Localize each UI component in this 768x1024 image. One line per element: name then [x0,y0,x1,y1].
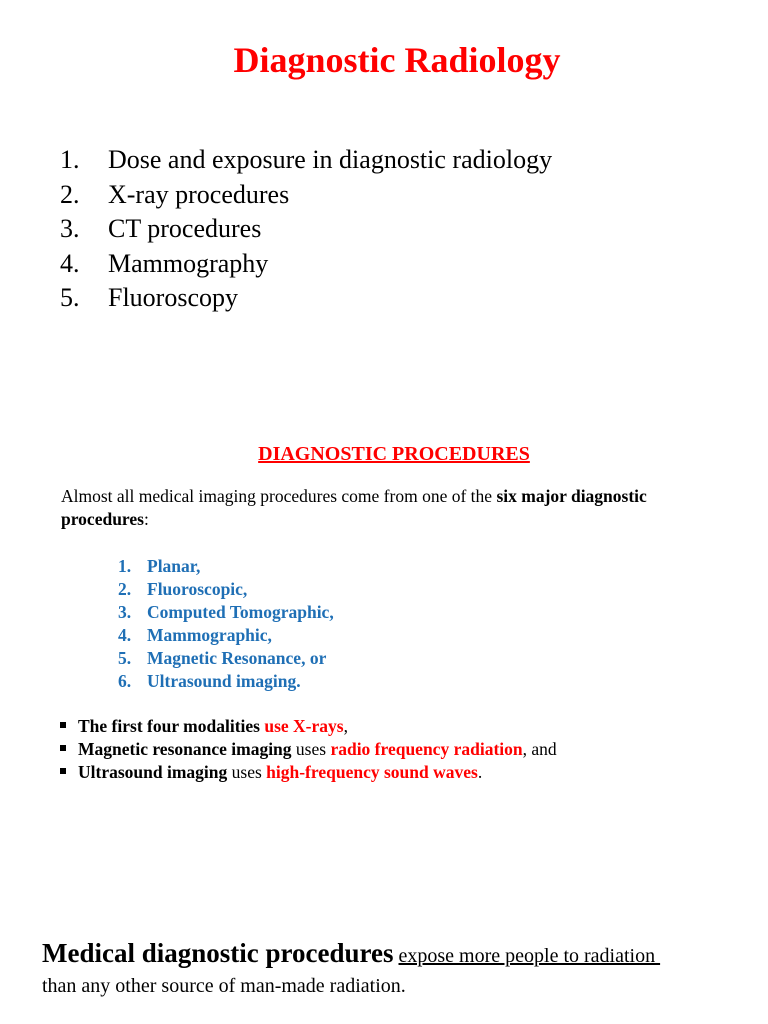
list-item [60,281,552,316]
list-text: Fluoroscopic, [147,579,248,599]
bullet-highlight: radio frequency radiation [330,739,523,759]
list-number: 2. [60,179,80,209]
list-item [118,624,334,647]
bullet-end: . [477,762,483,782]
closing-rest: than any other source of man-made radiation. [42,975,406,997]
list-text: Fluoroscopy [108,283,238,312]
bullet-text: uses [291,739,331,759]
list-number: 3. [60,214,80,243]
list-text: Planar, [147,556,201,576]
bullet-end: , and [522,739,557,759]
list-item [118,601,334,624]
list-text: Mammographic, [147,625,272,645]
list-text: CT procedures [108,214,262,243]
list-text: Ultrasound imaging. [147,671,301,691]
bullet-bold: The first four modalities [78,716,260,736]
section-heading: DIAGNOSTIC PROCEDURES [258,443,530,465]
list-number: 3. [118,602,132,622]
list-text: Computed Tomographic, [147,602,334,622]
bullet-bold: Ultrasound imaging [78,762,228,782]
list-number: 4. [118,625,132,645]
list-text: Magnetic Resonance, or [147,648,327,668]
square-bullet-icon [60,768,66,774]
list-number: 4. [60,248,80,278]
list-item [118,578,334,601]
modalities-bullets [60,715,557,784]
list-item [60,143,552,178]
intro-emphasis: six major diagnostic procedures [61,486,647,529]
list-item [118,555,334,578]
bullet-highlight: high-frequency sound waves [266,762,478,782]
list-text: Mammography [108,248,269,278]
intro-end: : [143,509,149,529]
list-item [60,247,552,282]
list-number: 1. [60,145,80,174]
page-title: Diagnostic Radiology [233,40,561,80]
intro-text: Almost all medical imaging procedures come from one of the [61,486,497,506]
bullet-bold: Magnetic resonance imaging [78,739,292,759]
bullet-end: , [343,716,348,736]
list-number: 6. [118,671,132,691]
bullet-item [60,738,557,761]
list-number: 5. [60,283,80,312]
list-item [60,212,552,247]
square-bullet-icon [60,722,66,728]
list-number: 2. [118,579,132,599]
list-number: 1. [118,556,132,576]
list-text: Dose and exposure in diagnostic radiology [108,145,553,174]
intro-paragraph [61,485,721,531]
topics-list [60,143,552,316]
procedures-list [118,555,334,693]
list-number: 5. [118,648,132,668]
bullet-item [60,715,557,738]
closing-statement [42,938,742,1001]
list-item [118,670,334,693]
closing-bold: Medical diagnostic procedures [42,938,394,968]
closing-underlined: expose more people to radiation [398,945,661,967]
list-text: X-ray procedures [108,179,290,209]
list-item [60,178,552,213]
bullet-highlight: use X-rays [264,716,344,736]
square-bullet-icon [60,745,66,751]
list-item [118,647,334,670]
bullet-item [60,761,557,784]
bullet-text: uses [227,762,267,782]
